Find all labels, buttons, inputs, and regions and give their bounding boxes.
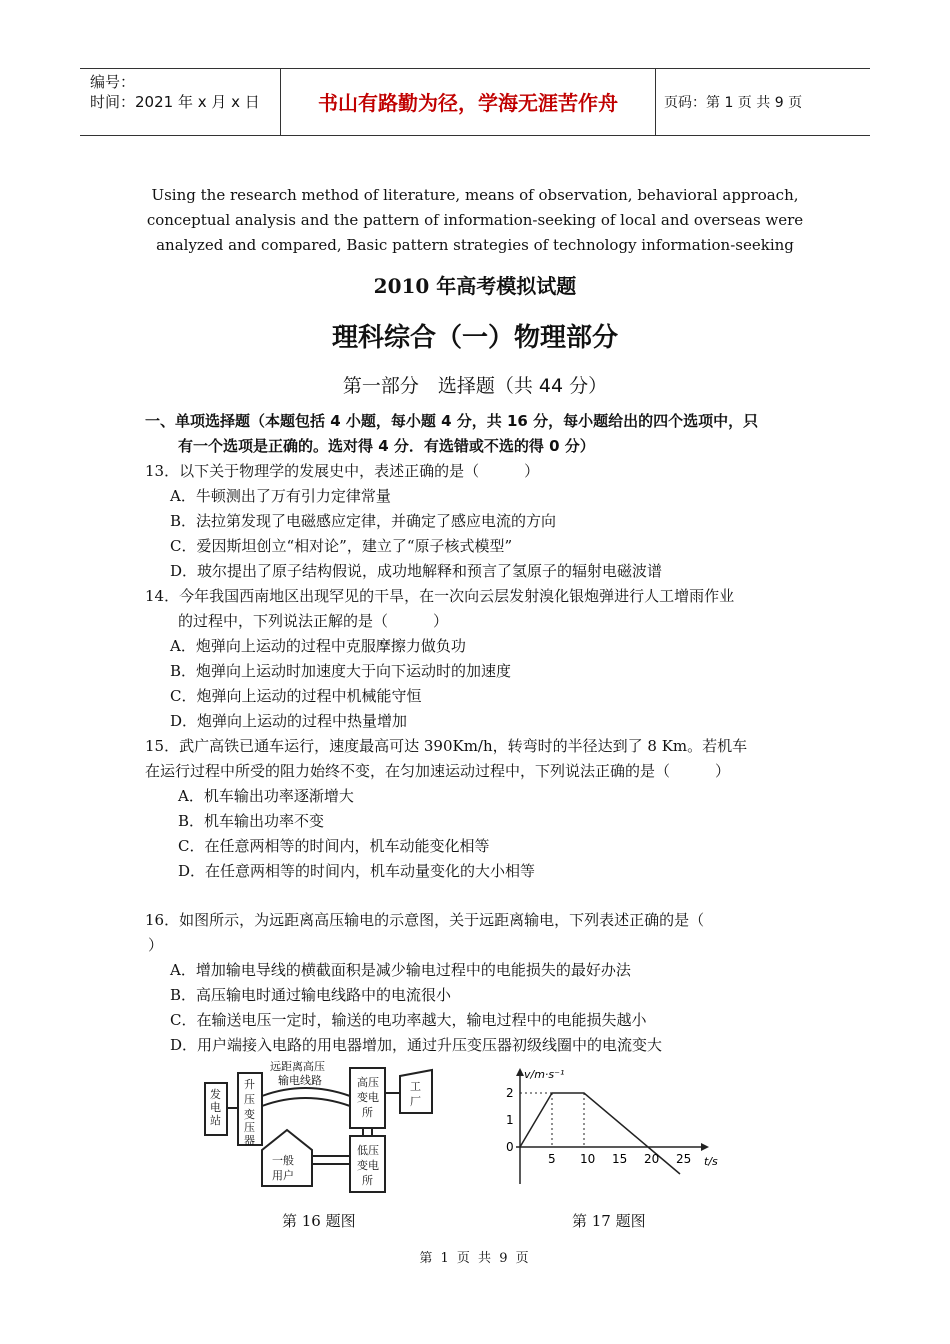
header-date: 时间：2021 年 x 月 x 日 <box>90 93 260 111</box>
question-13-option-a: A．牛顿测出了万有引力定律常量 <box>170 487 391 505</box>
question-13-option-d: D．玻尔提出了原子结构假说，成功地解释和预言了氢原子的辐射电磁波谱 <box>170 562 663 580</box>
question-14-option-d: D．炮弹向上运动的过程中热量增加 <box>170 712 408 730</box>
figure-16-caption: 第 16 题图 <box>282 1212 356 1230</box>
question-15-option-a: A．机车输出功率逐渐增大 <box>178 787 354 805</box>
header-bottom-rule <box>80 135 870 136</box>
label-hv-2: 变电 <box>357 1091 379 1104</box>
section-instruction-line1: 一、单项选择题（本题包括 4 小题，每小题 4 分，共 16 分，每小题给出的四个选项中，只 <box>145 412 759 430</box>
label-line-2: 输电线路 <box>278 1074 322 1087</box>
label-user-2: 用户 <box>272 1169 294 1182</box>
label-station-3: 站 <box>210 1114 221 1127</box>
figure-17-caption: 第 17 题图 <box>572 1212 646 1230</box>
exam-main-title: 理科综合（一）物理部分 <box>331 323 618 353</box>
question-16-option-d: D．用户端接入电路的用电器增加，通过升压变压器初级线圈中的电流变大 <box>170 1036 663 1054</box>
x-tick-label: 10 <box>580 1152 596 1166</box>
question-16-stem-line1: 16．如图所示，为远距离高压输电的示意图，关于远距离输电，下列表述正确的是（ <box>145 911 705 929</box>
question-14-option-a: A．炮弹向上运动的过程中克服摩擦力做负功 <box>170 637 466 655</box>
label-line-1: 远距离高压 <box>270 1060 325 1073</box>
question-15-option-c: C．在任意两相等的时间内，机车动能变化相等 <box>178 837 490 855</box>
label-lv-3: 所 <box>362 1174 373 1187</box>
label-hv-1: 高压 <box>357 1076 379 1089</box>
question-15-option-d: D．在任意两相等的时间内，机车动量变化的大小相等 <box>178 862 536 880</box>
figure-16-transmission-diagram <box>200 1058 435 1198</box>
label-stepup-2: 压 <box>244 1093 255 1106</box>
label-stepup-5: 器 <box>244 1134 255 1147</box>
x-tick-label: 5 <box>548 1152 556 1166</box>
question-14-option-c: C．炮弹向上运动的过程中机械能守恒 <box>170 687 422 705</box>
label-stepup-3: 变 <box>244 1108 255 1121</box>
header-page-info: 页码：第 1 页 共 9 页 <box>664 95 803 111</box>
question-15-stem-line2: 在运行过程中所受的阻力始终不变，在匀加速运动过程中，下列说法正确的是（ ） <box>145 762 731 780</box>
question-13-option-c: C．爱因斯坦创立“相对论”，建立了“原子核式模型” <box>170 537 513 555</box>
y-tick-label: 2 <box>506 1086 514 1100</box>
question-16-option-a: A．增加输电导线的横截面积是减少输电过程中的电能损失的最好办法 <box>170 961 631 979</box>
question-15-stem-line1: 15．武广高铁已通车运行，速度最高可达 390Km/h，转弯时的半径达到了 8 Km。若机车 <box>145 737 748 755</box>
x-tick-label: 15 <box>612 1152 628 1166</box>
x-axis-arrow <box>701 1143 709 1151</box>
question-16-option-c: C．在输送电压一定时，输送的电功率越大，输电过程中的电能损失越小 <box>170 1011 647 1029</box>
label-lv-2: 变电 <box>357 1159 379 1172</box>
label-stepup-4: 压 <box>244 1121 255 1134</box>
x-tick-label: 20 <box>644 1152 660 1166</box>
section-instruction-line2: 有一个选项是正确的。选对得 4 分．有选错或不选的得 0 分） <box>178 437 595 455</box>
label-lv-1: 低压 <box>357 1144 379 1157</box>
label-station-1: 发 <box>210 1088 221 1101</box>
question-14-option-b: B．炮弹向上运动时加速度大于向下运动时的加速度 <box>170 662 512 680</box>
question-14-stem-line2: 的过程中，下列说法正解的是（ ） <box>178 612 449 630</box>
question-15-option-b: B．机车输出功率不变 <box>178 812 325 830</box>
question-16-option-b: B．高压输电时通过输电线路中的电流很小 <box>170 986 452 1004</box>
question-13-option-b: B．法拉第发现了电磁感应定律，并确定了感应电流的方向 <box>170 512 557 530</box>
y-tick-label: 0 <box>506 1140 514 1154</box>
header-motto: 书山有路勤为径，学海无涯苦作舟 <box>318 91 618 115</box>
label-factory-1: 工 <box>410 1080 421 1093</box>
question-13-stem: 13．以下关于物理学的发展史中，表述正确的是（ ） <box>145 462 540 480</box>
label-hv-3: 所 <box>362 1106 373 1119</box>
x-tick-label: 25 <box>676 1152 692 1166</box>
question-14-stem-line1: 14．今年我国西南地区出现罕见的干旱，在一次向云层发射溴化银炮弹进行人工增雨作业 <box>145 587 735 605</box>
header-divider-right <box>655 68 656 135</box>
y-tick-label: 1 <box>506 1113 514 1127</box>
header-number: 编号： <box>90 73 136 91</box>
x-axis-label: t/s <box>704 1155 718 1168</box>
intro-paragraph: Using the research method of literature, means of observation, behavioral approach, conceptual analysis and the pattern of information-seeking of local and overseas were analyzed and compared, Basic pattern strategies of technology information-seeking <box>146 186 804 254</box>
page-footer: 第 1 页 共 9 页 <box>419 1251 531 1266</box>
exam-year-title: 2010 年高考模拟试题 <box>373 274 577 298</box>
label-stepup-1: 升 <box>244 1078 255 1091</box>
y-axis-arrow <box>516 1068 524 1076</box>
question-16-stem-line2: ） <box>148 936 164 954</box>
label-station-2: 电 <box>210 1101 221 1114</box>
label-user-1: 一般 <box>272 1154 294 1167</box>
label-factory-2: 厂 <box>410 1095 421 1108</box>
header-meta <box>90 72 260 112</box>
header-divider-left <box>280 68 281 135</box>
part-title: 第一部分 选择题（共 44 分） <box>342 375 608 397</box>
y-axis-label: v/m·s⁻¹ <box>524 1068 565 1081</box>
figure-17-vt-chart <box>498 1064 738 1190</box>
